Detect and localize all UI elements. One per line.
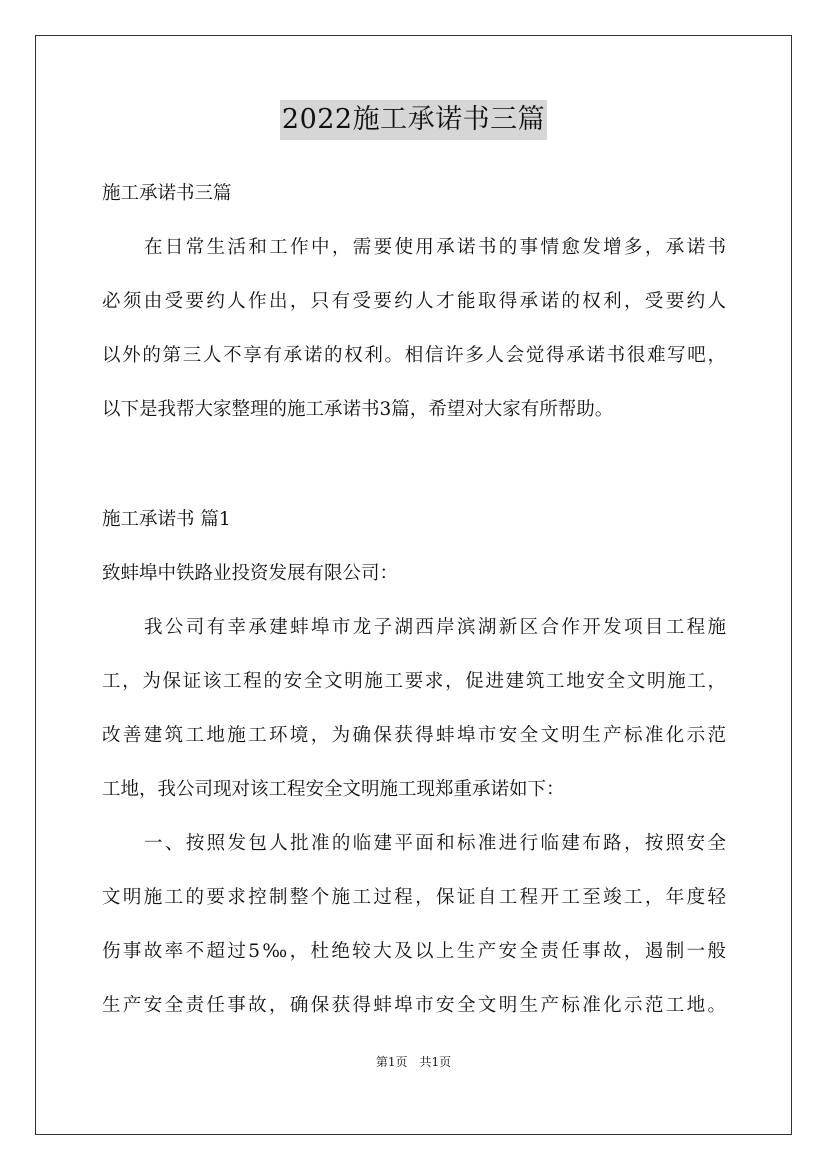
section-heading-1: 施工承诺书 篇1 — [102, 509, 231, 530]
body-paragraph-2-line-1: 一、按照发包人批准的临建平面和标准进行临建布路，按照安全 — [144, 833, 726, 854]
body-paragraph-2-line-3: 伤事故率不超过5‰，杜绝较大及以上生产安全责任事故，遏制一般 — [102, 941, 726, 962]
intro-paragraph-line-3: 以外的第三人不享有承诺的权利。相信许多人会觉得承诺书很难写吧， — [102, 345, 726, 366]
addressee: 致蚌埠中铁路业投资发展有限公司： — [102, 563, 399, 584]
intro-paragraph-line-1: 在日常生活和工作中，需要使用承诺书的事情愈发增多，承诺书 — [144, 237, 726, 258]
body-paragraph-2-line-4: 生产安全责任事故，确保获得蚌埠市安全文明生产标准化示范工地。 — [102, 995, 726, 1016]
document-title: 2022施工承诺书三篇 — [280, 100, 547, 140]
body-paragraph-1-line-3: 改善建筑工地施工环境，为确保获得蚌埠市安全文明生产标准化示范 — [102, 725, 726, 746]
body-paragraph-1-line-2: 工，为保证该工程的安全文明施工要求，促进建筑工地安全文明施工， — [102, 671, 726, 692]
intro-paragraph-line-2: 必须由受要约人作出，只有受要约人才能取得承诺的权利，受要约人 — [102, 291, 726, 312]
title-container — [0, 100, 827, 140]
body-paragraph-1-line-1: 我公司有幸承建蚌埠市龙子湖西岸滨湖新区合作开发项目工程施 — [144, 617, 726, 638]
intro-heading: 施工承诺书三篇 — [102, 183, 232, 204]
body-paragraph-2-line-2: 文明施工的要求控制整个施工过程，保证自工程开工至竣工，年度轻 — [102, 887, 726, 908]
intro-paragraph-line-4: 以下是我帮大家整理的施工承诺书3篇，希望对大家有所帮助。 — [102, 399, 614, 420]
body-paragraph-1-line-4: 工地，我公司现对该工程安全文明施工现郑重承诺如下： — [102, 779, 565, 800]
page-footer: 第1页 共1页 — [375, 1055, 452, 1069]
